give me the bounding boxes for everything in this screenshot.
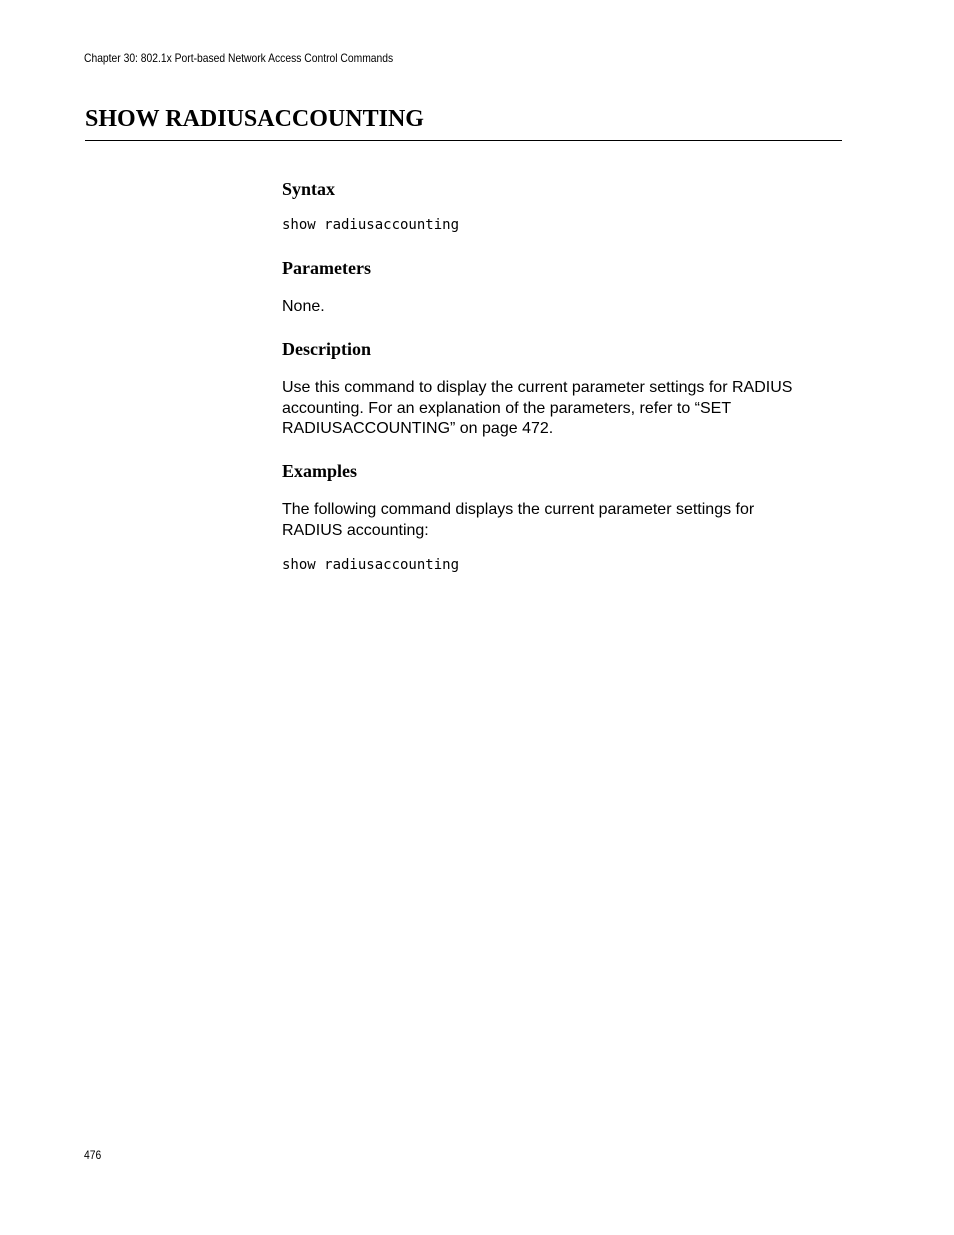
description-paragraph	[282, 378, 842, 440]
examples-code: show radiusaccounting	[282, 557, 460, 573]
running-header: Chapter 30: 802.1x Port-based Network Access Control Commands	[84, 51, 394, 65]
examples-line: RADIUS accounting:	[282, 521, 429, 539]
syntax-code: show radiusaccounting	[282, 217, 460, 233]
page-number: 476	[84, 1148, 102, 1162]
description-heading: Description	[282, 339, 371, 359]
parameters-heading: Parameters	[282, 258, 371, 278]
examples-paragraph	[282, 500, 842, 541]
examples-heading: Examples	[282, 461, 358, 481]
page-title: SHOW RADIUSACCOUNTING	[85, 106, 424, 132]
examples-line: The following command displays the current parameter settings for	[282, 501, 755, 518]
title-rule	[85, 140, 842, 141]
description-line: Use this command to display the current parameter settings for RADIUS	[282, 379, 793, 396]
syntax-heading: Syntax	[282, 179, 336, 199]
parameters-text: None.	[282, 298, 325, 315]
description-line: accounting. For an explanation of the parameters, refer to “SET	[282, 399, 732, 417]
description-line: RADIUSACCOUNTING” on page 472.	[282, 420, 554, 437]
